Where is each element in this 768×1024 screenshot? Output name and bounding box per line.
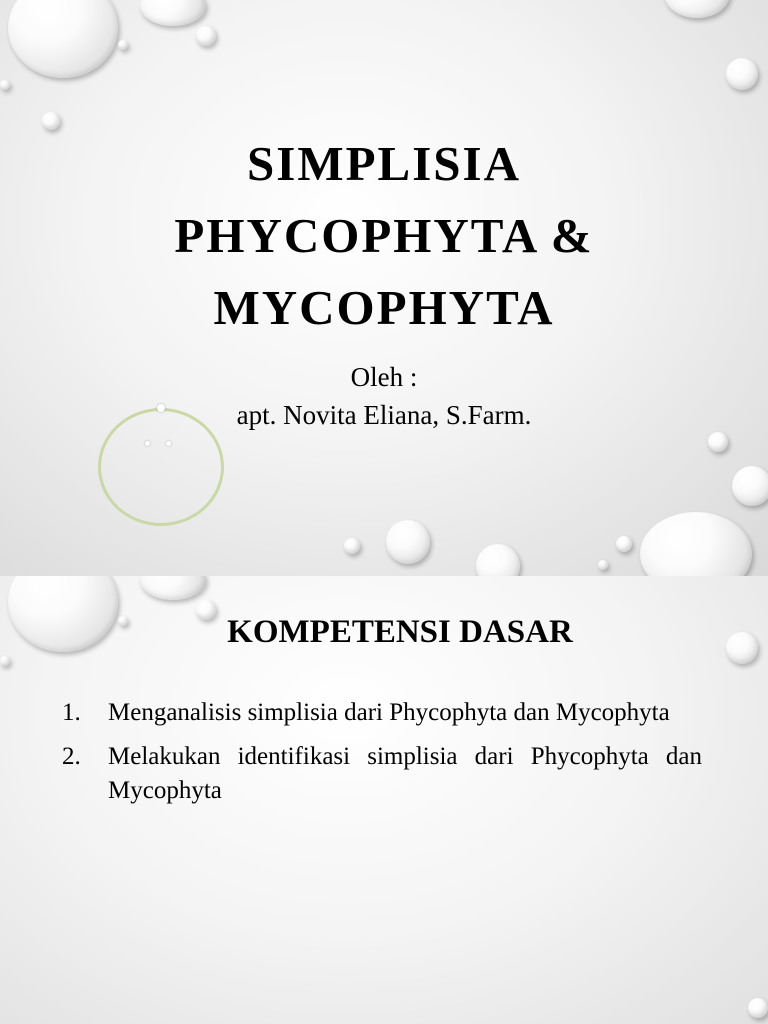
list-text: Melakukan identifikasi simplisia dari Phycophyta dan Mycophyta [108,743,702,804]
list-text: Menganalisis simplisia dari Phycophyta dan Mycophyta [108,699,670,726]
byline-label: Oleh : [350,362,418,392]
water-drop [598,560,608,570]
water-drop [726,58,758,90]
water-drop [732,466,768,506]
author-name: apt. Novita Eliana, S.Farm. [236,400,532,430]
water-drop [708,432,728,452]
water-drop [140,576,206,600]
water-drop [344,538,360,554]
water-drop [0,656,10,666]
water-drop [386,520,430,564]
title-line: SIMPLISIA [247,136,521,191]
decorative-dot [166,441,171,446]
water-drop [748,998,768,1018]
slide-title [0,128,768,344]
decorative-dot [145,441,150,446]
water-drop [196,26,216,46]
water-drop [0,80,10,90]
water-drop [140,0,206,26]
title-line: MYCOPHYTA [213,280,555,335]
list-number: 1. [62,699,81,726]
water-drop [476,544,520,576]
water-drop [118,40,128,50]
content-slide [0,576,768,1024]
water-drop [640,512,752,576]
author-block [0,358,768,434]
list-number: 2. [62,743,81,770]
water-drop [664,0,730,18]
list-item [62,740,702,808]
list-item [62,696,702,730]
water-drop [616,536,632,552]
slide-heading: KOMPETENSI DASAR [227,614,573,650]
water-drop [8,0,118,78]
title-line: PHYCOPHYTA & [174,208,594,263]
competency-list [62,696,702,818]
